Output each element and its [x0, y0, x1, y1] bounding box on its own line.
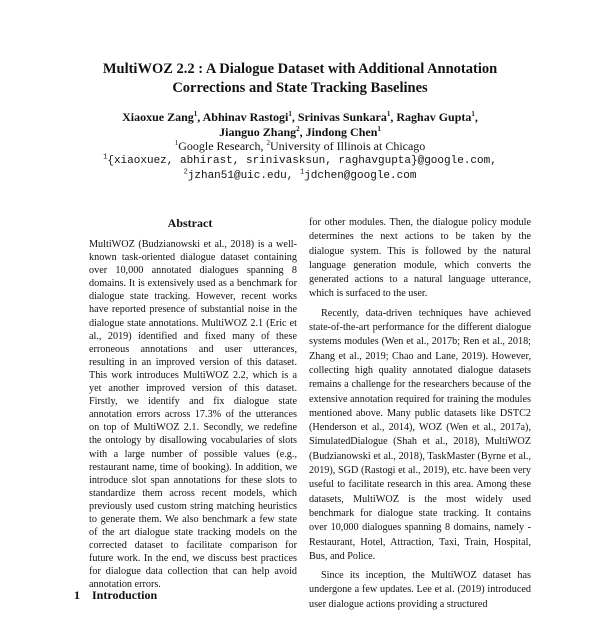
email-affiliation-mark: 1 — [103, 153, 108, 162]
author-affiliation-mark: 1 — [288, 110, 292, 118]
paragraph: Since its inception, the MultiWOZ dataset has undergone a few updates. Lee et al. (2019) introduced user dialogue actions providing a structured — [309, 570, 531, 610]
author-affiliation-mark: 1 — [377, 125, 381, 133]
author-affiliation-mark: 1 — [386, 110, 391, 118]
section-title: Introduction — [92, 588, 158, 602]
affiliation-text: Google Research, — [178, 139, 267, 153]
right-column-body — [309, 216, 531, 617]
author-affiliation-mark: 2 — [296, 125, 300, 133]
email-affiliation-mark: 1 — [300, 168, 305, 177]
email-text: jdchen@google.com — [304, 170, 417, 182]
author-name: Jianguo Zhang — [219, 125, 297, 139]
affiliation-text: University of Illinois at Chicago — [270, 139, 426, 153]
author-name: Srinivas Sunkara — [297, 110, 387, 124]
author-line-1: Xiaoxue Zang$^1$, Abhinav Rastogi$^1$, Srinivas Sunkara$^1$, Raghav Gupta$^1$, — [122, 110, 478, 124]
paragraph: for other modules. Then, the dialogue policy module determines the next actions to be taken by the dialogue system. This is followed by the natural language generation module, which converts the generated actions to a natural language utterance, which is surfaced to the user. — [309, 217, 531, 300]
author-name: Xiaoxue Zang — [122, 110, 194, 124]
email-text: jzhan51@uic.edu, — [187, 170, 294, 182]
section-heading-introduction — [74, 588, 157, 603]
email-affiliation-mark: 2 — [183, 168, 188, 177]
section-number: 1 — [74, 588, 80, 602]
affiliation-mark: 1 — [174, 139, 179, 147]
author-affiliation-mark: 1 — [471, 110, 475, 118]
abstract-body: MultiWOZ (Budzianowski et al., 2018) is a well-known task-oriented dialogue dataset containing over 10,000 annotated dialogues spanning 8 domains. It is extensively used as a benchmark for dialogue state tracking. However, recent works have reported presence of substantial noise in the dialogue state annotations. MultiWOZ 2.1 (Eric et al., 2019) identified and fixed many of these erroneous annotations and user utterances, resulting in an improved version of this dataset. This work introduces MultiWOZ 2.2, which is a yet another improved version of this dataset. Firstly, we identify and fix dialogue state annotation errors across 17.3% of the utterances on top of MultiWOZ 2.1. Secondly, we redefine the ontology by disallowing vocabularies of slots with a large number of possible values (e.g., restaurant name, time of booking). In addition, we introduce slot span annotations for these slots to standardize them across recent models, which previously used custom string matching heuristics to generate them. We also benchmark a few state of the art dialogue state tracking models on the corrected dataset to facilitate comparison for future work. In the end, we discuss best practices for dialogue data collection that can help avoid annotation errors. — [89, 239, 297, 591]
email-text: {xiaoxuez, abhirast, srinivasksun, raghavgupta}@google.com, — [107, 155, 497, 167]
title-line-1: MultiWOZ 2.2 : A Dialogue Dataset with Additional Annotation — [102, 61, 498, 77]
affiliations — [0, 139, 600, 154]
paper-title — [0, 60, 600, 98]
email-line-2 — [0, 169, 600, 184]
author-line-2: Jianguo Zhang$^2$, Jindong Chen$^1$ — [219, 125, 381, 139]
author-affiliation-mark: 1 — [193, 110, 198, 118]
paragraph: Recently, data-driven techniques have achieved state-of-the-art performance for the different dialogue systems modules (Wen et al., 2017b; Ren et al., 2018; Zhang et al., 2019; Chao and Lane, 2019). However, collecting high quality annotated dialogue datasets remains a challenge for the researchers because of the extensive annotation required for training the modules mentioned above. Many public datasets like DSTC2 (Henderson et al., 2014), WOZ (Wen et al., 2017a), SimulatedDialogue (Shah et al., 2018), MultiWOZ (Budzianowski et al., 2018), TaskMaster (Byrne et al., 2019), SGD (Rastogi et al., 2019), etc. have been very useful to facilitate research in this area. Among these datasets, MultiWOZ is the most widely used benchmark for dialogue state tracking. It contains over 10,000 dialogues spanning 8 domains, namely - Restaurant, Hotel, Attraction, Taxi, Train, Hospital, Bus, and Police. — [309, 307, 531, 562]
email-line-1 — [0, 154, 600, 169]
author-name: Raghav Gupta — [396, 110, 472, 124]
author-name: Abhinav Rastogi — [202, 110, 289, 124]
author-list — [0, 110, 600, 140]
affiliation-mark: 2 — [266, 139, 270, 147]
author-emails — [0, 154, 600, 184]
title-line-2: Corrections and State Tracking Baselines — [172, 80, 428, 96]
abstract-heading: Abstract — [167, 216, 213, 230]
author-name: Jindong Chen — [305, 125, 378, 139]
